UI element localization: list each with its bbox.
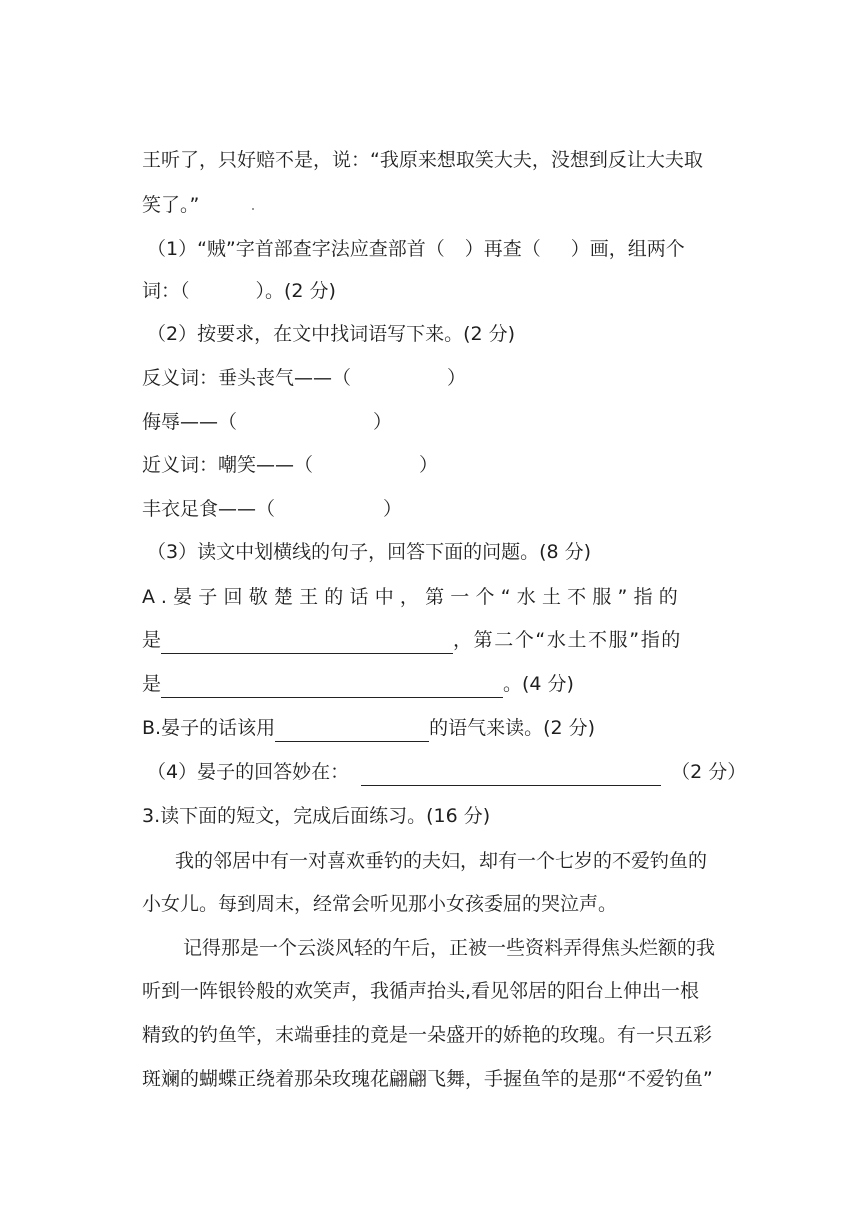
passage-line — [142, 1021, 732, 1049]
section-3-heading — [142, 802, 732, 830]
answer-blank[interactable] — [161, 675, 503, 698]
passage-line — [183, 934, 773, 962]
question-3a-line — [142, 626, 732, 654]
synonym-line — [142, 451, 732, 479]
paren-close: ） — [419, 454, 439, 476]
passage-text: 小女儿。每到周末，经常会听见那小女孩委屈的哭泣声。 — [142, 893, 618, 915]
section-3-text: 3.读下面的短文，完成后面练习。(16 分) — [142, 805, 491, 827]
question-2-text: （2）按要求，在文中找词语写下来。(2 分) — [147, 323, 516, 345]
question-3a-line — [142, 670, 732, 698]
text-line — [142, 191, 732, 219]
text-line — [142, 146, 732, 174]
antonym-label: 侮辱——（ — [142, 411, 238, 433]
question-3b-text: B.晏子的话该用 — [142, 717, 276, 739]
passage-text: 我的邻居中有一对喜欢垂钓的夫妇，却有一个七岁的不爱钓鱼的 — [175, 850, 708, 872]
question-3a-line — [142, 583, 732, 611]
paren-close: ） — [447, 367, 467, 389]
passage-line — [142, 1065, 732, 1093]
question-1-text: ）画，组两个 — [570, 238, 685, 260]
question-4-text: （4）晏子的回答妙在： — [147, 761, 350, 783]
question-3b-line — [142, 714, 732, 742]
question-3-text: （3）读文中划横线的句子，回答下面的问题。(8 分) — [147, 541, 592, 563]
synonym-line — [142, 495, 732, 523]
answer-blank[interactable] — [161, 631, 453, 654]
synonym-label: 丰衣足食——（ — [142, 498, 276, 520]
antonym-label: 反义词：垂头丧气——（ — [142, 367, 352, 389]
question-3a-text: ，第二个“水土不服”指的 — [453, 629, 682, 651]
question-1-line — [147, 235, 737, 263]
question-1-text: ）再查（ — [464, 238, 541, 260]
passage-text: 精致的钓鱼竿，末端垂挂的竟是一朵盛开的娇艳的玫瑰。有一只五彩 — [142, 1024, 713, 1046]
question-3a-text: A.晏子回敬楚王的话中，第一个“水土不服”指的 — [142, 586, 684, 608]
antonym-line — [142, 364, 732, 392]
question-4-text: （2 分） — [671, 761, 747, 783]
question-3-line — [147, 538, 737, 566]
question-2-line — [147, 320, 737, 348]
antonym-line — [142, 408, 732, 436]
passage-line — [142, 977, 732, 1005]
answer-blank[interactable] — [361, 763, 661, 786]
text-span: 笑了。” — [142, 194, 200, 216]
paren-close: ） — [373, 411, 393, 433]
question-1-text: 词：（ — [142, 280, 190, 302]
question-1-line — [142, 277, 732, 305]
question-1-text: ）。(2 分) — [255, 280, 336, 302]
synonym-label: 近义词：嘲笑——（ — [142, 454, 314, 476]
scan-speck — [252, 208, 254, 210]
paren-close: ） — [383, 498, 403, 520]
question-3b-text: 的语气来读。(2 分) — [429, 717, 596, 739]
answer-blank[interactable] — [275, 719, 429, 742]
passage-line — [142, 890, 732, 918]
question-3a-text: 。(4 分) — [503, 673, 574, 695]
question-1-text: （1）“贼”字首部查字法应查部首（ — [147, 238, 445, 260]
question-3a-text: 是 — [142, 673, 162, 695]
passage-line — [175, 847, 765, 875]
question-4-line — [147, 758, 747, 786]
passage-text: 记得那是一个云淡风轻的午后，正被一些资料弄得焦头烂额的我 — [183, 937, 716, 959]
passage-text: 听到一阵银铃般的欢笑声，我循声抬头,看见邻居的阳台上伸出一根 — [142, 980, 700, 1002]
passage-text: 斑斓的蝴蝶正绕着那朵玫瑰花翩翩飞舞，手握鱼竿的是那“不爱钓鱼” — [142, 1068, 713, 1090]
text-span: 王听了，只好赔不是，说：“我原来想取笑大夫，没想到反让大夫取 — [142, 149, 703, 171]
question-3a-text: 是 — [142, 629, 162, 651]
